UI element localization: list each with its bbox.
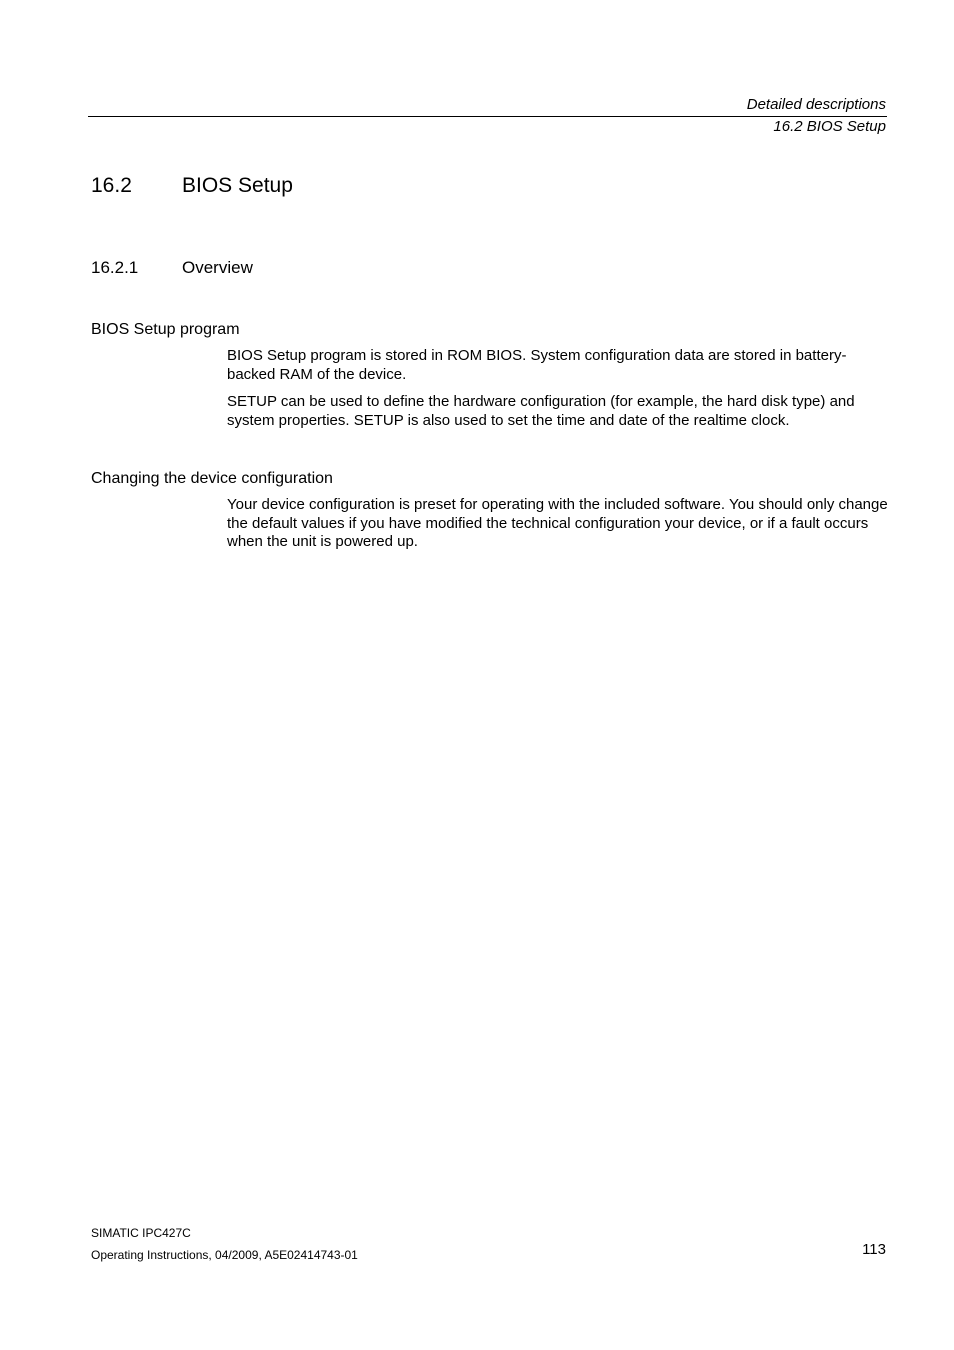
header-section: 16.2 BIOS Setup	[773, 118, 886, 135]
footer-product: SIMATIC IPC427C	[91, 1226, 191, 1240]
header-rule	[88, 116, 887, 117]
subsection-heading	[91, 256, 253, 280]
header-chapter: Detailed descriptions	[746, 96, 886, 113]
block-body-changing-device-configuration	[227, 496, 892, 552]
subsection-title: Overview	[182, 258, 253, 277]
section-title: BIOS Setup	[182, 174, 293, 197]
section-number: 16.2	[91, 174, 132, 197]
paragraph: SETUP can be used to define the hardware configuration (for example, the hard disk type) and system properties. SETUP is also used to set the time and date of the realtime clock.	[227, 393, 855, 429]
block-heading-bios-setup-program: BIOS Setup program	[91, 321, 240, 338]
page-number: 113	[862, 1241, 886, 1258]
block-body-bios-setup-program	[227, 347, 892, 430]
block-heading-changing-device-configuration: Changing the device configuration	[91, 470, 333, 487]
subsection-number: 16.2.1	[91, 258, 139, 277]
footer-document: Operating Instructions, 04/2009, A5E02414743-01	[91, 1248, 358, 1262]
paragraph: Your device configuration is preset for operating with the included software. You should only change the default values if you have modified the technical configuration your device, or if a fault occurs when the unit is powered up.	[227, 496, 888, 550]
footer-doc-info	[91, 1222, 358, 1266]
section-heading	[91, 172, 293, 200]
paragraph: BIOS Setup program is stored in ROM BIOS. System configuration data are stored in battery-backed RAM of the device.	[227, 347, 847, 383]
